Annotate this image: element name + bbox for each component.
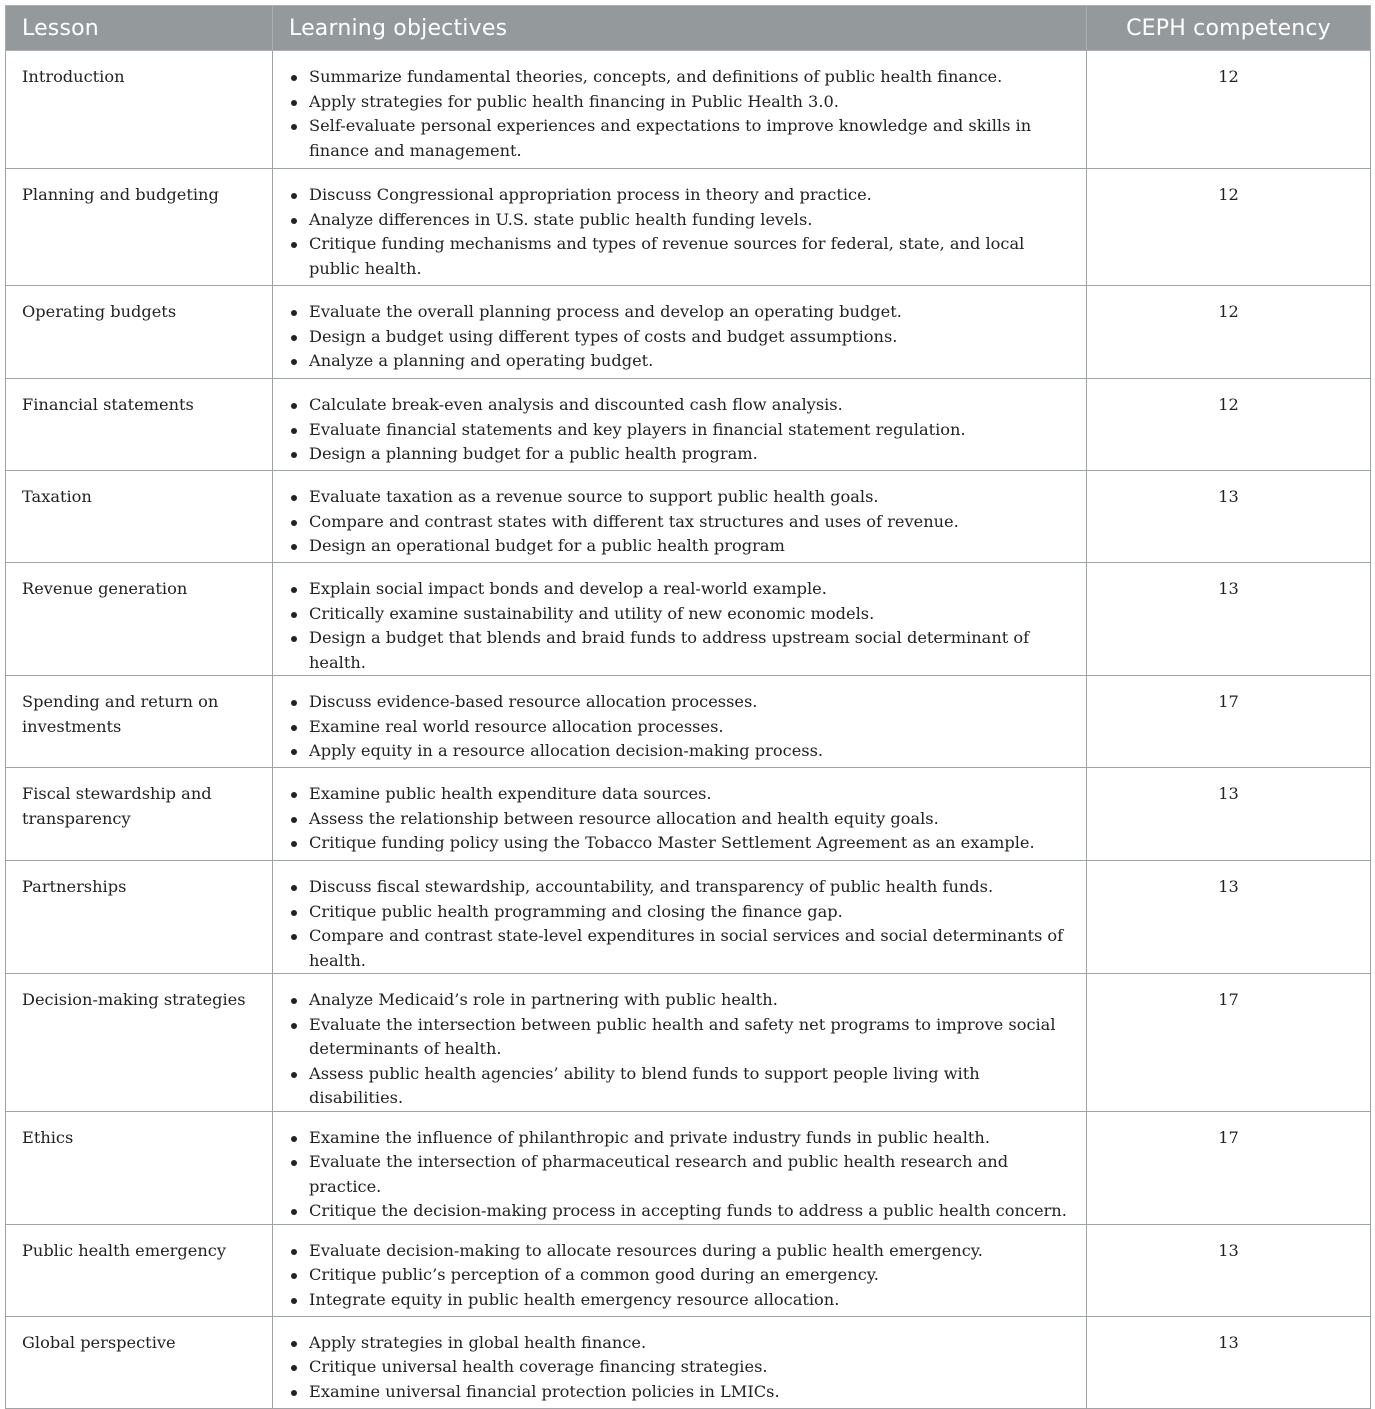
header-ceph-competency: CEPH competency	[1087, 6, 1371, 51]
table-row	[6, 1316, 1371, 1408]
competency-cell: 17	[1087, 676, 1371, 768]
objective-item: Critique universal health coverage financing strategies.	[309, 1355, 1070, 1380]
objective-item: Apply strategies in global health finance.	[309, 1331, 1070, 1356]
objective-item: Critique funding mechanisms and types of revenue sources for federal, state, and local public health.	[309, 232, 1070, 281]
objective-item: Examine the influence of philanthropic and private industry funds in public health.	[309, 1126, 1070, 1151]
objectives-cell	[273, 286, 1087, 379]
objectives-cell	[273, 1111, 1087, 1224]
objectives-cell	[273, 768, 1087, 861]
objectives-cell	[273, 676, 1087, 768]
competency-cell: 13	[1087, 768, 1371, 861]
objectives-list	[289, 183, 1070, 281]
lesson-cell: Partnerships	[6, 861, 273, 974]
lesson-cell: Taxation	[6, 471, 273, 563]
lesson-cell: Public health emergency	[6, 1224, 273, 1316]
competency-cell: 13	[1087, 1224, 1371, 1316]
objectives-list	[289, 65, 1070, 163]
objectives-list	[289, 1331, 1070, 1405]
objective-item: Summarize fundamental theories, concepts, and definitions of public health finance.	[309, 65, 1070, 90]
objectives-list	[289, 690, 1070, 764]
table-row	[6, 51, 1371, 169]
objective-item: Analyze a planning and operating budget.	[309, 349, 1070, 374]
lesson-cell: Decision-making strategies	[6, 974, 273, 1112]
table-row	[6, 676, 1371, 768]
lesson-cell: Spending and return on investments	[6, 676, 273, 768]
table-row	[6, 768, 1371, 861]
objective-item: Design a budget that blends and braid funds to address upstream social determinant of health.	[309, 626, 1070, 675]
header-lesson: Lesson	[6, 6, 273, 51]
lesson-cell: Global perspective	[6, 1316, 273, 1408]
lesson-cell: Revenue generation	[6, 563, 273, 676]
objective-item: Examine public health expenditure data sources.	[309, 782, 1070, 807]
objective-item: Self-evaluate personal experiences and expectations to improve knowledge and skills in finance and management.	[309, 114, 1070, 163]
objective-item: Critique public’s perception of a common good during an emergency.	[309, 1263, 1070, 1288]
objective-item: Discuss evidence-based resource allocation processes.	[309, 690, 1070, 715]
competency-cell: 12	[1087, 286, 1371, 379]
competency-cell: 13	[1087, 563, 1371, 676]
objectives-list	[289, 1239, 1070, 1313]
objectives-cell	[273, 471, 1087, 563]
competency-cell: 12	[1087, 169, 1371, 286]
objective-item: Examine real world resource allocation processes.	[309, 715, 1070, 740]
objective-item: Critique public health programming and closing the finance gap.	[309, 900, 1070, 925]
objective-item: Compare and contrast state-level expenditures in social services and social determinants of health.	[309, 924, 1070, 973]
lesson-cell: Ethics	[6, 1111, 273, 1224]
lesson-cell: Fiscal stewardship and transparency	[6, 768, 273, 861]
competency-cell: 13	[1087, 861, 1371, 974]
lesson-cell: Introduction	[6, 51, 273, 169]
objectives-cell	[273, 861, 1087, 974]
objectives-list	[289, 577, 1070, 675]
objective-item: Design a budget using different types of costs and budget assumptions.	[309, 325, 1070, 350]
competency-cell: 17	[1087, 974, 1371, 1112]
objective-item: Design a planning budget for a public health program.	[309, 442, 1070, 467]
table-row	[6, 286, 1371, 379]
curriculum-table	[5, 5, 1371, 1409]
competency-cell: 13	[1087, 471, 1371, 563]
table-row	[6, 861, 1371, 974]
objectives-list	[289, 1126, 1070, 1224]
objective-item: Compare and contrast states with different tax structures and uses of revenue.	[309, 510, 1070, 535]
objectives-list	[289, 393, 1070, 467]
table-row	[6, 169, 1371, 286]
objective-item: Calculate break-even analysis and discounted cash flow analysis.	[309, 393, 1070, 418]
objectives-cell	[273, 379, 1087, 471]
objective-item: Analyze differences in U.S. state public health funding levels.	[309, 208, 1070, 233]
table-row	[6, 379, 1371, 471]
table-header-row	[6, 6, 1371, 51]
lesson-cell: Operating budgets	[6, 286, 273, 379]
objectives-cell	[273, 1224, 1087, 1316]
table-row	[6, 471, 1371, 563]
objective-item: Evaluate the intersection of pharmaceutical research and public health research and practice.	[309, 1150, 1070, 1199]
header-learning-objectives: Learning objectives	[273, 6, 1087, 51]
objective-item: Discuss Congressional appropriation process in theory and practice.	[309, 183, 1070, 208]
objectives-cell	[273, 563, 1087, 676]
lesson-cell: Planning and budgeting	[6, 169, 273, 286]
objectives-cell	[273, 51, 1087, 169]
objectives-list	[289, 485, 1070, 559]
lesson-cell: Financial statements	[6, 379, 273, 471]
competency-cell: 13	[1087, 1316, 1371, 1408]
objective-item: Analyze Medicaid’s role in partnering with public health.	[309, 988, 1070, 1013]
objective-item: Critique the decision-making process in accepting funds to address a public health concern.	[309, 1199, 1070, 1224]
objective-item: Evaluate the intersection between public health and safety net programs to improve social determinants of health.	[309, 1013, 1070, 1062]
objectives-cell	[273, 1316, 1087, 1408]
competency-cell: 12	[1087, 379, 1371, 471]
objectives-cell	[273, 169, 1087, 286]
objectives-list	[289, 988, 1070, 1111]
table-row	[6, 974, 1371, 1112]
objective-item: Evaluate financial statements and key players in financial statement regulation.	[309, 418, 1070, 443]
table-row	[6, 563, 1371, 676]
competency-cell: 17	[1087, 1111, 1371, 1224]
objective-item: Explain social impact bonds and develop a real-world example.	[309, 577, 1070, 602]
objectives-cell	[273, 974, 1087, 1112]
competency-cell: 12	[1087, 51, 1371, 169]
objective-item: Design an operational budget for a public health program	[309, 534, 1070, 559]
objective-item: Assess the relationship between resource allocation and health equity goals.	[309, 807, 1070, 832]
table-row	[6, 1224, 1371, 1316]
objectives-list	[289, 782, 1070, 856]
objective-item: Examine universal financial protection policies in LMICs.	[309, 1380, 1070, 1405]
objective-item: Discuss fiscal stewardship, accountability, and transparency of public health funds.	[309, 875, 1070, 900]
objective-item: Evaluate the overall planning process and develop an operating budget.	[309, 300, 1070, 325]
objective-item: Critique funding policy using the Tobacco Master Settlement Agreement as an example.	[309, 831, 1070, 856]
objective-item: Apply strategies for public health financing in Public Health 3.0.	[309, 90, 1070, 115]
objective-item: Apply equity in a resource allocation decision-making process.	[309, 739, 1070, 764]
objective-item: Critically examine sustainability and utility of new economic models.	[309, 602, 1070, 627]
objective-item: Assess public health agencies’ ability to blend funds to support people living with disabilities.	[309, 1062, 1070, 1111]
objective-item: Integrate equity in public health emergency resource allocation.	[309, 1288, 1070, 1313]
curriculum-table-container	[5, 5, 1370, 1409]
objectives-list	[289, 300, 1070, 374]
objective-item: Evaluate taxation as a revenue source to support public health goals.	[309, 485, 1070, 510]
objective-item: Evaluate decision-making to allocate resources during a public health emergency.	[309, 1239, 1070, 1264]
table-row	[6, 1111, 1371, 1224]
objectives-list	[289, 875, 1070, 973]
